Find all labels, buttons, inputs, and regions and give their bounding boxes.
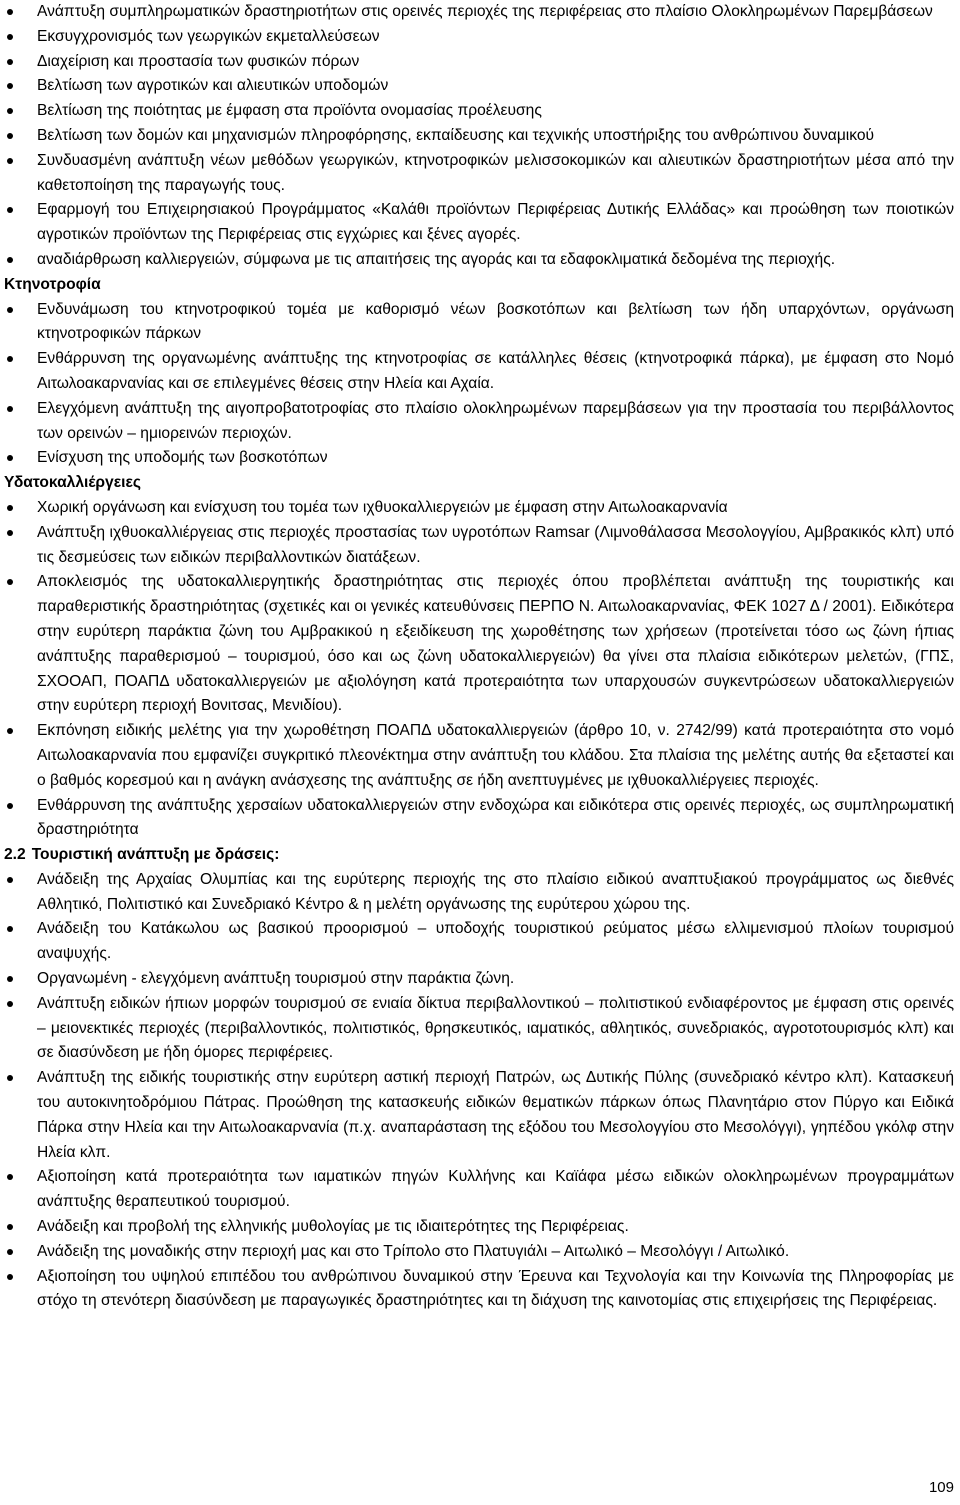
list-item: Οργανωμένη - ελεγχόμενη ανάπτυξη τουρισμού στην παράκτια ζώνη. xyxy=(4,967,954,992)
intro-list xyxy=(4,0,954,273)
list-item: Εφαρμογή του Επιχειρησιακού Προγράμματος «Καλάθι προϊόντων Περιφέρειας Δυτικής Ελλάδας» και προώθηση των ποιοτικών αγροτικών προϊόντων της Περιφέρειας στις εγχώριες και ξένες αγορές. xyxy=(4,198,954,248)
section-title: Τουριστική ανάπτυξη με δράσεις: xyxy=(31,846,280,864)
list-item: Εκπόνηση ειδικής μελέτης για την χωροθέτηση ΠΟΑΠΔ υδατοκαλλιεργειών (άρθρο 10, ν. 2742/99) κατά προτεραιότητα στο νομό Αιτωλοακαρνανία που εμφανίζει συγκριτικό πλεονέκτημα στην ανάπτυξη του κλάδου. Στα πλαίσια της μελέτης αυτής θα εξεταστεί και ο βαθμός κορεσμού και η ανάγκη ανάσχεσης της ανάπτυξης σε ήδη ανεπτυγμένες με ιχθυοκαλλιέργειες περιοχές. xyxy=(4,719,954,793)
list-item: Ενίσχυση της υποδομής των βοσκοτόπων xyxy=(4,446,954,471)
section-number: 2.2 xyxy=(4,846,26,864)
list-item: Εκσυγχρονισμός των γεωργικών εκμεταλλεύσεων xyxy=(4,25,954,50)
list-item: Ανάδειξη του Κατάκωλου ως βασικού προορισμού – υποδοχής τουριστικού ρεύματος μέσω ελλιμενισμού πλοίων τουρισμού αναψυχής. xyxy=(4,917,954,967)
list-item: Βελτίωση των δομών και μηχανισμών πληροφόρησης, εκπαίδευσης και τεχνικής υποστήριξης του ανθρώπινου δυναμικού xyxy=(4,124,954,149)
list-item: Ενθάρρυνση της οργανωμένης ανάπτυξης της κτηνοτροφίας σε κατάλληλες θέσεις (κτηνοτροφικά πάρκα), με έμφαση στο Νομό Αιτωλοακαρνανίας και σε επιλεγμένες θέσεις στην Ηλεία και Αχαία. xyxy=(4,347,954,397)
livestock-heading: Κτηνοτροφία xyxy=(4,275,101,293)
list-item: Βελτίωση της ποιότητας με έμφαση στα προϊόντα ονομασίας προέλευσης xyxy=(4,99,954,124)
list-item: Αποκλεισμός της υδατοκαλλιεργητικής δραστηριότητας στις περιοχές όπου προβλέπεται ανάπτυξη της τουριστικής και παραθεριστικής δραστηριότητας (σχετικές και οι γενικές κατευθύνσεις ΠΕΡΠΟ Ν. Αιτωλοακαρνανίας, ΦΕΚ 1027 Δ / 2001). Ειδικότερα στην ευρύτερη παράκτια ζώνη του Αμβρακικού η εξειδίκευση της χωροθέτησης των χρήσεων (προτείνεται τόσο ως ζώνη ήπιας ανάπτυξης παραθερισμού – τουρισμού, όσο και ως ζώνη υδατοκαλλιεργειών) θα γίνει στα πλαίσια ειδικότερων μελετών, (ΓΠΣ, ΣΧΟΟΑΠ, ΠΟΑΠΔ υδατοκαλλιεργειών με αξιολόγηση κατά προτεραιότητα των υπαρχουσών συγκεντρώσεων υδατοκαλλιεργειών στην ευρύτερη περιοχή Βονιτσας, Μενιδίου). xyxy=(4,570,954,719)
list-item: Ανάπτυξη ειδικών ήπιων μορφών τουρισμού σε ενιαία δίκτυα περιβαλλοντικού – πολιτιστικού ενδιαφέροντος με έμφαση στις ορεινές – μειονεκτικές περιοχές (περιβαλλοντικός, πολιτιστικός, θρησκευτικός, ιαματικός, αθλητικός, συνεδριακός, αγροτοτουρισμός κλπ) και σε διασύνδεση με ήδη όμορες περιφέρειες. xyxy=(4,992,954,1066)
tourism-list xyxy=(4,868,954,1314)
list-item: Χωρική οργάνωση και ενίσχυση του τομέα των ιχθυοκαλλιεργειών με έμφαση στην Αιτωλοακαρνανία xyxy=(4,496,954,521)
list-item: Ανάδειξη και προβολή της ελληνικής μυθολογίας με τις ιδιαιτερότητες της Περιφέρειας. xyxy=(4,1215,954,1240)
list-item: Συνδυασμένη ανάπτυξη νέων μεθόδων γεωργικών, κτηνοτροφικών μελισσοκομικών και αλιευτικών δραστηριοτήτων μέσα από την καθετοποίηση της παραγωγής τους. xyxy=(4,149,954,199)
list-item: Αξιοποίηση του υψηλού επιπέδου του ανθρώπινου δυναμικού στην Έρευνα και Τεχνολογία και την Κοινωνία της Πληροφορίας με στόχο τη στενότερη διασύνδεση με παραγωγικές δραστηριότητες και τη διάχυση της καινοτομίας στις επιχειρήσεις της Περιφέρειας. xyxy=(4,1265,954,1315)
list-item: Διαχείριση και προστασία των φυσικών πόρων xyxy=(4,50,954,75)
list-item: Βελτίωση των αγροτικών και αλιευτικών υποδομών xyxy=(4,74,954,99)
aquaculture-heading: Υδατοκαλλιέργειες xyxy=(4,474,141,492)
list-item: Αξιοποίηση κατά προτεραιότητα των ιαματικών πηγών Κυλλήνης και Καϊάφα μέσω ειδικών ολοκληρωμένων προγραμμάτων ανάπτυξης θεραπευτικού τουρισμού. xyxy=(4,1165,954,1215)
list-item: Ενδυνάμωση του κτηνοτροφικού τομέα με καθορισμό νέων βοσκοτόπων και βελτίωση των ήδη υπαρχόντων, οργάνωση κτηνοτροφικών πάρκων xyxy=(4,298,954,348)
list-item: Ελεγχόμενη ανάπτυξη της αιγοπροβατοτροφίας στο πλαίσιο ολοκληρωμένων παρεμβάσεων για την προστασία του περιβάλλοντος των ορεινών – ημιορεινών περιοχών. xyxy=(4,397,954,447)
tourism-heading xyxy=(4,843,954,868)
list-item: Ανάδειξη της μοναδικής στην περιοχή μας και στο Τρίπολο στο Πλατυγιάλι – Αιτωλικό – Μεσολόγγι / Αιτωλικό. xyxy=(4,1240,954,1265)
list-item: Ανάπτυξη συμπληρωματικών δραστηριοτήτων στις ορεινές περιοχές της περιφέρειας στο πλαίσιο Ολοκληρωμένων Παρεμβάσεων xyxy=(4,0,954,25)
list-item: Ανάπτυξη της ειδικής τουριστικής στην ευρύτερη αστική περιοχή Πατρών, ως Δυτικής Πύλης (συνεδριακό κέντρο κλπ). Κατασκευή του αυτοκινητοδρόμιου Πάτρας. Προώθηση της κατασκευής ειδικών θεματικών πάρκων όπως Πλανητάριο στον Πύργο και Ειδικά Πάρκα στην Ηλεία και την Αιτωλοακαρνανία (π.χ. αναπαράσταση της εξόδου του Μεσολογγίου στο Μεσολόγγι), γηπέδου γκόλφ στην Ηλεία κλπ. xyxy=(4,1066,954,1165)
list-item: Ενθάρρυνση της ανάπτυξης χερσαίων υδατοκαλλιεργειών στην ενδοχώρα και ειδικότερα στις ορεινές περιοχές, ως συμπληρωματική δραστηριότητα xyxy=(4,794,954,844)
list-item: αναδιάρθρωση καλλιεργειών, σύμφωνα με τις απαιτήσεις της αγοράς και τα εδαφοκλιματικά δεδομένα της περιοχής. xyxy=(4,248,954,273)
page-number: 109 xyxy=(928,1479,954,1496)
aquaculture-list xyxy=(4,496,954,843)
livestock-list xyxy=(4,298,954,472)
list-item: Ανάπτυξη ιχθυοκαλλιέργειας στις περιοχές προστασίας των υγροτόπων Ramsar (Λιμνοθάλασσα Μεσολογγίου, Αμβρακικός κλπ) υπό τις δεσμεύσεις των ειδικών περιβαλλοντικών διατάξεων. xyxy=(4,521,954,571)
page-content xyxy=(4,0,954,1314)
list-item: Ανάδειξη της Αρχαίας Ολυμπίας και της ευρύτερης περιοχής της στο πλαίσιο ειδικού αναπτυξιακού προγράμματος ως διεθνές Αθλητικό, Πολιτιστικό και Συνεδριακό Κέντρο & η μελέτη οργάνωσης της ευρύτερου χώρου της. xyxy=(4,868,954,918)
